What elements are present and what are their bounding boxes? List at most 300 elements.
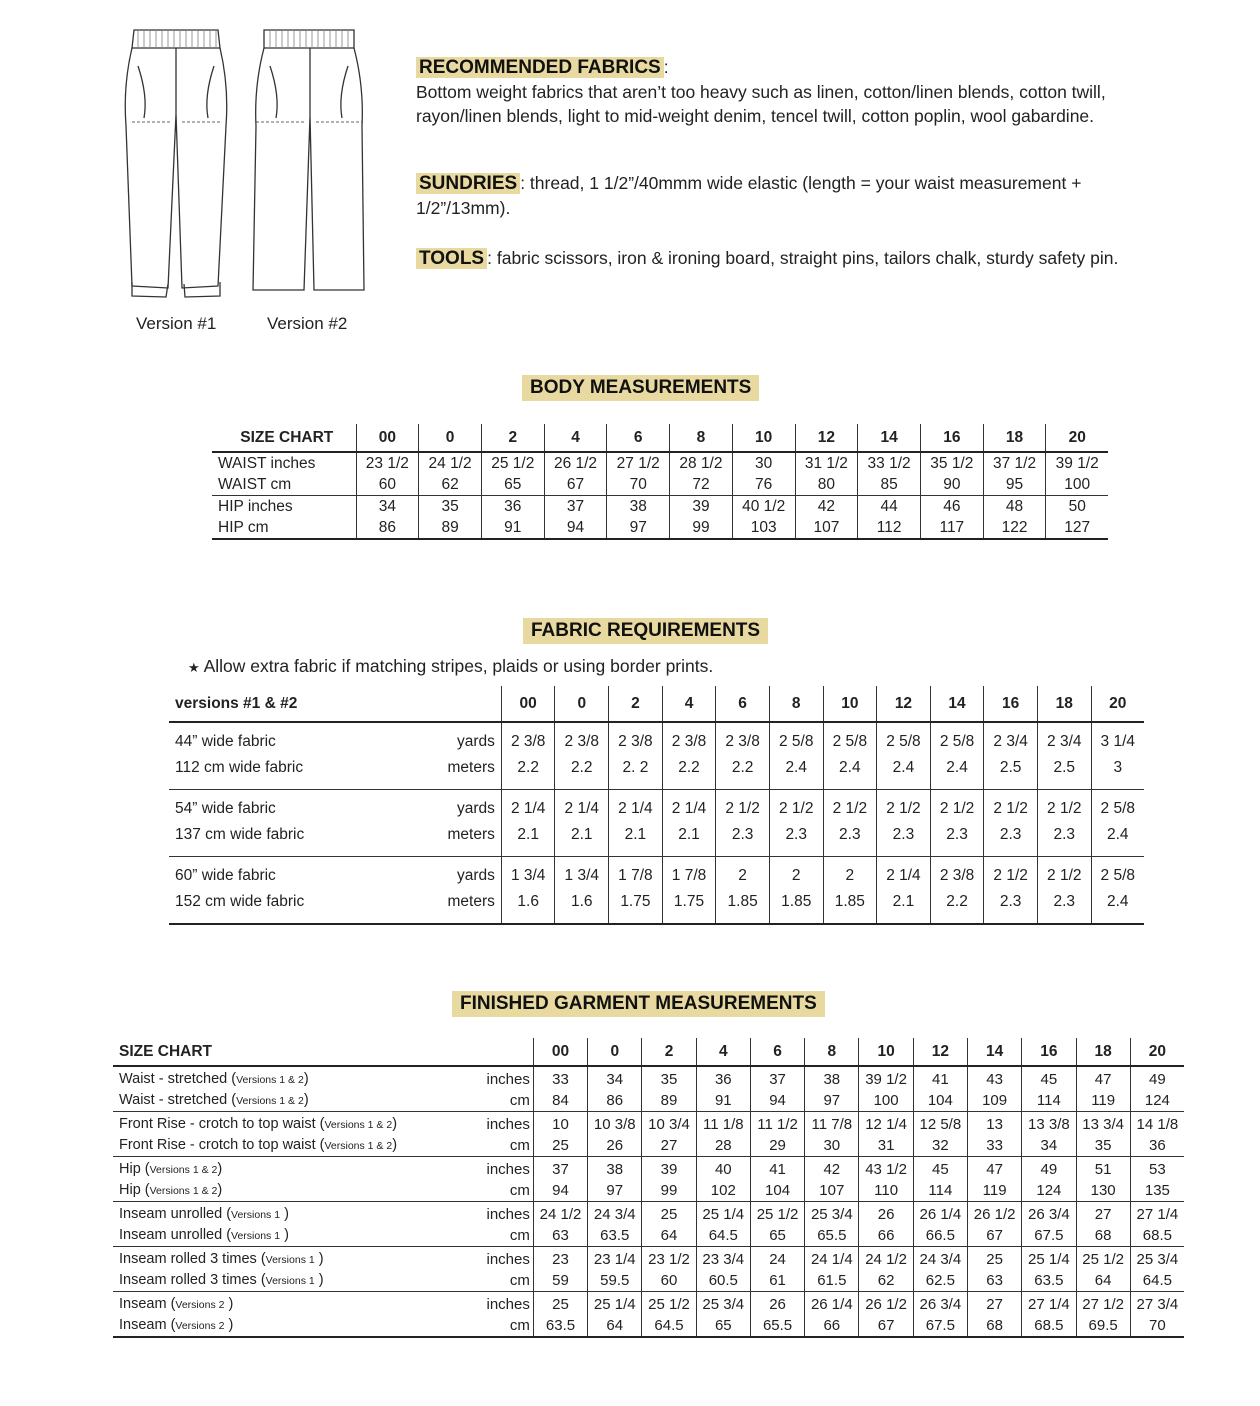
table-cell: 2 — [823, 857, 877, 890]
size-header: 00 — [501, 686, 555, 722]
table-cell: 64.5 — [642, 1315, 696, 1337]
table-cell: 63.5 — [533, 1315, 587, 1337]
table-cell: 48 — [983, 496, 1046, 518]
unit-label: yards — [407, 857, 502, 890]
table-cell: 2 1/2 — [769, 790, 823, 823]
table-cell: 114 — [913, 1180, 967, 1202]
table-cell: 1.6 — [555, 889, 609, 924]
size-header: 6 — [750, 1038, 804, 1066]
table-cell: 68.5 — [1130, 1225, 1184, 1247]
table-cell: 2 1/2 — [984, 790, 1038, 823]
version-note: Versions 1 — [231, 1230, 281, 1242]
table-cell: 64 — [642, 1225, 696, 1247]
table-cell: 2.1 — [877, 889, 931, 924]
table-cell: 35 1/2 — [920, 452, 983, 474]
paren-close: ) — [303, 1071, 309, 1087]
table-cell: 2.2 — [930, 889, 984, 924]
table-cell: 2 3/8 — [930, 857, 984, 890]
table-cell: 1.75 — [662, 889, 716, 924]
version-note: Versions 2 — [175, 1320, 225, 1332]
recommended-fabrics-heading: RECOMMENDED FABRICS — [416, 57, 664, 78]
table-cell: 62 — [859, 1270, 913, 1292]
row-label — [113, 1180, 474, 1202]
table-cell: 2.4 — [930, 755, 984, 790]
size-header: 20 — [1130, 1038, 1184, 1066]
table-cell: 64 — [1076, 1270, 1130, 1292]
size-header: 14 — [967, 1038, 1021, 1066]
table-cell: 2.3 — [1037, 822, 1091, 857]
table-cell: 40 1/2 — [732, 496, 795, 518]
size-header: 20 — [1046, 424, 1108, 452]
table-cell: 1.6 — [501, 889, 555, 924]
size-header: 2 — [609, 686, 663, 722]
table-row — [113, 1180, 1184, 1202]
table-cell: 2.3 — [769, 822, 823, 857]
table-row — [113, 1112, 1184, 1136]
table-cell: 11 1/2 — [750, 1112, 804, 1136]
table-cell: 2.2 — [662, 755, 716, 790]
unit-label: inches — [474, 1292, 534, 1316]
table-cell: 27 1/4 — [1130, 1202, 1184, 1226]
table-cell: 28 1/2 — [670, 452, 733, 474]
table-cell: 2 3/4 — [1037, 722, 1091, 755]
table-cell: 2 5/8 — [877, 722, 931, 755]
table-cell: 64.5 — [696, 1225, 750, 1247]
version-note: Versions 1 & 2 — [324, 1140, 393, 1152]
size-header: 18 — [983, 424, 1046, 452]
version-note: Versions 1 & 2 — [149, 1164, 218, 1176]
measurement-name: Waist - stretched ( — [119, 1092, 237, 1108]
table-cell: 2 5/8 — [930, 722, 984, 755]
table-cell: 12 5/8 — [913, 1112, 967, 1136]
table-cell: 25 3/4 — [1130, 1247, 1184, 1271]
table-cell: 67.5 — [913, 1315, 967, 1337]
table-cell: 66 — [805, 1315, 859, 1337]
table-row — [212, 496, 1108, 518]
table-cell: 26 1/2 — [967, 1202, 1021, 1226]
pants-illustration-version-2 — [250, 26, 368, 296]
version-note: Versions 1 — [231, 1209, 281, 1221]
table-cell: 25 3/4 — [805, 1202, 859, 1226]
fabric-note — [188, 656, 713, 677]
table-cell: 2 1/2 — [1037, 790, 1091, 823]
table-cell: 94 — [544, 517, 607, 539]
size-header: 14 — [930, 686, 984, 722]
table-cell: 38 — [607, 496, 670, 518]
paren-close: ) — [280, 1227, 289, 1243]
table-cell: 25 1/4 — [696, 1202, 750, 1226]
table-cell: 1.75 — [609, 889, 663, 924]
table-cell: 2.3 — [823, 822, 877, 857]
unit-label: meters — [407, 889, 502, 924]
table-cell: 2 1/4 — [662, 790, 716, 823]
table-cell: 27 3/4 — [1130, 1292, 1184, 1316]
table-cell: 39 1/2 — [859, 1066, 913, 1090]
table-cell: 107 — [795, 517, 858, 539]
paren-close: ) — [217, 1161, 223, 1177]
table-cell: 37 — [544, 496, 607, 518]
body-measurements-title: BODY MEASUREMENTS — [522, 375, 759, 401]
table-row — [169, 790, 1144, 823]
table-cell: 2.4 — [1091, 889, 1144, 924]
row-label — [113, 1225, 474, 1247]
table-cell: 2 3/8 — [555, 722, 609, 755]
measurement-name: Front Rise - crotch to top waist ( — [119, 1137, 325, 1153]
table-cell: 43 1/2 — [859, 1157, 913, 1181]
version-note: Versions 1 — [265, 1254, 315, 1266]
size-header: 2 — [481, 424, 544, 452]
tools-block: TOOLS : fabric scissors, iron & ironing board, straight pins, tailors chalk, sturdy safety pin. — [416, 246, 1118, 271]
table-cell: 34 — [1022, 1135, 1076, 1157]
paren-close: ) — [392, 1116, 398, 1132]
table-cell: 2 1/4 — [501, 790, 555, 823]
version-note: Versions 1 & 2 — [149, 1185, 218, 1197]
size-header: 16 — [984, 686, 1038, 722]
table-cell: 24 1/2 — [533, 1202, 587, 1226]
table-cell: 35 — [642, 1066, 696, 1090]
unit-label: cm — [509, 1136, 530, 1154]
table-cell: 119 — [967, 1180, 1021, 1202]
sundries-block: SUNDRIES : thread, 1 1/2”/40mmm wide elastic (length = your waist measurement + 1/2”/13mm). — [416, 173, 1082, 218]
size-header: 16 — [1022, 1038, 1076, 1066]
table-cell: 25 1/2 — [481, 452, 544, 474]
table-cell: 39 1/2 — [1046, 452, 1108, 474]
table-cell: 100 — [859, 1090, 913, 1112]
row-label — [113, 1157, 474, 1181]
version-note: Versions 1 & 2 — [236, 1095, 304, 1107]
table-cell: 60.5 — [696, 1270, 750, 1292]
table-cell: 65 — [481, 474, 544, 496]
table-cell: 68.5 — [1022, 1315, 1076, 1337]
table-row — [113, 1270, 1184, 1292]
table-cell: 36 — [1130, 1135, 1184, 1157]
measurement-name: Waist - stretched ( — [119, 1071, 237, 1087]
table-cell: 23 1/4 — [588, 1247, 642, 1271]
table-cell: 45 — [913, 1157, 967, 1181]
table-cell: 2 1/4 — [555, 790, 609, 823]
table-cell: 1.85 — [823, 889, 877, 924]
table-cell: 27 — [642, 1135, 696, 1157]
table-cell: 39 — [670, 496, 733, 518]
recommended-fabrics-text-1: Bottom weight fabrics that aren’t too heavy such as linen, cotton/linen blends, cotton twill, — [416, 82, 1106, 102]
size-header: 12 — [877, 686, 931, 722]
recommended-fabrics-text-2: rayon/linen blends, light to mid-weight denim, tencel twill, cotton poplin, wool gabardine. — [416, 106, 1095, 126]
table-cell: 67.5 — [1022, 1225, 1076, 1247]
table-cell: 25 3/4 — [696, 1292, 750, 1316]
table-row — [113, 1157, 1184, 1181]
row-label — [113, 1270, 474, 1292]
table-cell: 23 1/2 — [356, 452, 419, 474]
size-header: 8 — [670, 424, 733, 452]
table-cell: 34 — [588, 1066, 642, 1090]
table-row — [113, 1066, 1184, 1090]
table-cell: 61.5 — [805, 1270, 859, 1292]
table-cell: 100 — [1046, 474, 1108, 496]
table-cell: 2.1 — [501, 822, 555, 857]
fabric-note-text: Allow extra fabric if matching stripes, plaids or using border prints. — [203, 656, 714, 676]
table-cell: 25 — [967, 1247, 1021, 1271]
version-note: Versions 1 & 2 — [324, 1119, 393, 1131]
table-cell: 1.85 — [716, 889, 770, 924]
size-chart-heading: SIZE CHART — [113, 1038, 533, 1066]
size-header: 12 — [913, 1038, 967, 1066]
table-cell: 41 — [913, 1066, 967, 1090]
table-cell: 31 — [859, 1135, 913, 1157]
table-cell: 84 — [533, 1090, 587, 1112]
tools-heading: TOOLS — [416, 248, 487, 269]
table-cell: 97 — [805, 1090, 859, 1112]
version-2-label: Version #2 — [267, 314, 348, 333]
table-row — [113, 1292, 1184, 1316]
table-cell: 67 — [967, 1225, 1021, 1247]
table-cell: 3 1/4 — [1091, 722, 1144, 755]
table-cell: 130 — [1076, 1180, 1130, 1202]
table-cell: 2.2 — [501, 755, 555, 790]
table-cell: 51 — [1076, 1157, 1130, 1181]
measurement-name: Inseam rolled 3 times ( — [119, 1272, 266, 1288]
sundries-text-1: thread, 1 1/2”/40mmm wide elastic (length = your waist measurement + — [529, 173, 1082, 193]
finished-garment-title: FINISHED GARMENT MEASUREMENTS — [452, 991, 825, 1017]
table-cell: 2 5/8 — [823, 722, 877, 755]
table-cell: 94 — [533, 1180, 587, 1202]
paren-close: ) — [217, 1182, 223, 1198]
table-cell: 26 1/2 — [859, 1292, 913, 1316]
table-cell: 25 1/2 — [642, 1292, 696, 1316]
paren-close: ) — [392, 1137, 398, 1153]
table-cell: 80 — [795, 474, 858, 496]
table-cell: 39 — [642, 1157, 696, 1181]
table-cell: 27 1/4 — [1022, 1292, 1076, 1316]
table-cell: 2.4 — [877, 755, 931, 790]
table-cell: 69.5 — [1076, 1315, 1130, 1337]
size-header: 0 — [419, 424, 482, 452]
table-cell: 13 3/8 — [1022, 1112, 1076, 1136]
table-cell: 117 — [920, 517, 983, 539]
table-cell: 89 — [642, 1090, 696, 1112]
table-cell: 104 — [913, 1090, 967, 1112]
table-row — [212, 517, 1108, 539]
row-label — [113, 1292, 474, 1316]
unit-label: cm — [509, 1226, 530, 1244]
table-cell: 29 — [750, 1135, 804, 1157]
table-cell: 2.3 — [984, 889, 1038, 924]
table-cell: 2 1/2 — [823, 790, 877, 823]
table-cell: 65.5 — [805, 1225, 859, 1247]
unit-label: inches — [474, 1247, 534, 1271]
table-cell: 61 — [750, 1270, 804, 1292]
table-cell: 46 — [920, 496, 983, 518]
table-cell: 32 — [913, 1135, 967, 1157]
table-cell: 103 — [732, 517, 795, 539]
pants-illustration-version-1 — [118, 26, 236, 302]
table-cell: 2.1 — [662, 822, 716, 857]
table-cell: 12 1/4 — [859, 1112, 913, 1136]
table-cell: 25 — [642, 1202, 696, 1226]
table-cell: 65 — [750, 1225, 804, 1247]
table-cell: 10 — [533, 1112, 587, 1136]
version-note: Versions 2 — [175, 1299, 225, 1311]
table-cell: 2 1/4 — [877, 857, 931, 890]
table-cell: 60 — [356, 474, 419, 496]
table-row — [212, 452, 1108, 474]
table-row — [169, 755, 1144, 790]
fabric-width-label: 44” wide fabric — [175, 733, 276, 750]
table-cell: 26 — [750, 1292, 804, 1316]
table-cell: 97 — [607, 517, 670, 539]
table-cell: 2.1 — [609, 822, 663, 857]
table-cell: 14 1/8 — [1130, 1112, 1184, 1136]
unit-label: cm — [509, 1091, 530, 1109]
table-cell: 45 — [1022, 1066, 1076, 1090]
table-cell: 24 1/4 — [805, 1247, 859, 1271]
size-header: 4 — [662, 686, 716, 722]
table-cell: 66 — [859, 1225, 913, 1247]
table-cell: 42 — [805, 1157, 859, 1181]
table-cell: 50 — [1046, 496, 1108, 518]
table-cell: 124 — [1130, 1090, 1184, 1112]
table-cell: 2 1/2 — [716, 790, 770, 823]
table-cell: 37 — [750, 1066, 804, 1090]
table-cell: 30 — [805, 1135, 859, 1157]
star-icon: ★ — [188, 660, 200, 675]
table-cell: 2 3/8 — [662, 722, 716, 755]
tools-text: fabric scissors, iron & ironing board, straight pins, tailors chalk, sturdy safety pin. — [496, 248, 1119, 268]
paren-close: ) — [224, 1317, 234, 1333]
table-cell: 24 3/4 — [588, 1202, 642, 1226]
table-cell: 2.3 — [716, 822, 770, 857]
table-cell: 27 1/2 — [1076, 1292, 1130, 1316]
table-cell: 37 1/2 — [983, 452, 1046, 474]
table-cell: 86 — [356, 517, 419, 539]
table-cell: 91 — [696, 1090, 750, 1112]
table-cell: 2 1/2 — [877, 790, 931, 823]
fabric-width-label: 60” wide fabric — [169, 857, 407, 890]
table-cell: 3 — [1091, 755, 1144, 790]
table-cell: 26 1/4 — [913, 1202, 967, 1226]
table-cell: 62 — [419, 474, 482, 496]
size-header: 8 — [769, 686, 823, 722]
table-cell: 2.2 — [716, 755, 770, 790]
table-cell: 47 — [1076, 1066, 1130, 1090]
size-header: 10 — [859, 1038, 913, 1066]
table-cell: 70 — [607, 474, 670, 496]
table-cell: 63.5 — [1022, 1270, 1076, 1292]
table-cell: 44 — [858, 496, 921, 518]
table-cell: 99 — [670, 517, 733, 539]
unit-label: meters — [447, 826, 495, 843]
table-cell: 76 — [732, 474, 795, 496]
table-cell: 25 1/4 — [588, 1292, 642, 1316]
row-label — [113, 1112, 474, 1136]
sundries-text-2: 1/2”/13mm). — [416, 198, 511, 218]
table-row — [169, 722, 1144, 755]
fabric-width-label: 152 cm wide fabric — [169, 889, 407, 924]
table-cell: 65.5 — [750, 1315, 804, 1337]
version-note: Versions 1 — [265, 1275, 315, 1287]
measurement-name: Front Rise - crotch to top waist ( — [119, 1116, 325, 1132]
table-cell: 1 7/8 — [662, 857, 716, 890]
table-row — [169, 822, 1144, 857]
table-cell: 26 1/2 — [544, 452, 607, 474]
table-cell: 59 — [533, 1270, 587, 1292]
table-cell: 24 1/2 — [859, 1247, 913, 1271]
table-cell: 1 3/4 — [501, 857, 555, 890]
table-cell: 107 — [805, 1180, 859, 1202]
table-cell: 2 — [716, 857, 770, 890]
table-cell: 2 3/8 — [609, 722, 663, 755]
table-cell: 47 — [967, 1157, 1021, 1181]
table-cell: 2.1 — [555, 822, 609, 857]
table-cell: 63 — [533, 1225, 587, 1247]
fabric-requirements-table — [169, 686, 1144, 925]
table-cell: 33 1/2 — [858, 452, 921, 474]
table-cell: 26 1/4 — [805, 1292, 859, 1316]
unit-label: yards — [456, 733, 495, 750]
measurement-name: Hip ( — [119, 1182, 150, 1198]
fabric-requirements-title: FABRIC REQUIREMENTS — [523, 618, 768, 644]
measurement-name: Inseam unrolled ( — [119, 1227, 232, 1243]
table-cell: 25 1/2 — [750, 1202, 804, 1226]
table-cell: 85 — [858, 474, 921, 496]
table-cell: 86 — [588, 1090, 642, 1112]
table-cell: 28 — [696, 1135, 750, 1157]
table-cell: 112 — [858, 517, 921, 539]
measurement-name: Hip ( — [119, 1161, 150, 1177]
table-cell: 27 1/2 — [607, 452, 670, 474]
row-label — [113, 1315, 474, 1337]
table-cell: 31 1/2 — [795, 452, 858, 474]
table-cell: 34 — [356, 496, 419, 518]
table-cell: 42 — [795, 496, 858, 518]
table-cell: 2.5 — [984, 755, 1038, 790]
table-cell: 59.5 — [588, 1270, 642, 1292]
table-cell: 94 — [750, 1090, 804, 1112]
table-cell: 64.5 — [1130, 1270, 1184, 1292]
unit-label: yards — [407, 790, 502, 823]
table-cell: 2 1/2 — [930, 790, 984, 823]
recommended-fabrics-block: RECOMMENDED FABRICS : Bottom weight fabrics that aren’t too heavy such as linen, cotton/linen blends, cotton twill, rayon/linen blends, light to mid-weight denim, tencel twill, cotton poplin, wool gabardine. — [416, 57, 1106, 126]
table-cell: 23 1/2 — [642, 1247, 696, 1271]
table-cell: 2 5/8 — [769, 722, 823, 755]
table-row — [169, 857, 1144, 890]
table-cell: 109 — [967, 1090, 1021, 1112]
table-cell: 135 — [1130, 1180, 1184, 1202]
table-cell: 2.3 — [984, 822, 1038, 857]
garment-header-row — [113, 1038, 1184, 1066]
table-cell: 2 5/8 — [1091, 857, 1144, 890]
table-cell: 91 — [481, 517, 544, 539]
table-cell: 66.5 — [913, 1225, 967, 1247]
size-header: 00 — [356, 424, 419, 452]
size-header: 10 — [732, 424, 795, 452]
paren-close: ) — [224, 1296, 234, 1312]
size-header: 4 — [544, 424, 607, 452]
table-cell: 36 — [696, 1066, 750, 1090]
version-note: Versions 1 & 2 — [236, 1074, 304, 1086]
size-header: 18 — [1037, 686, 1091, 722]
table-cell: 37 — [533, 1157, 587, 1181]
table-cell: 119 — [1076, 1090, 1130, 1112]
table-cell: 25 1/4 — [1022, 1247, 1076, 1271]
table-cell: 102 — [696, 1180, 750, 1202]
fabric-width-label: 137 cm wide fabric — [175, 826, 305, 843]
size-header: 00 — [533, 1038, 587, 1066]
table-cell: 24 3/4 — [913, 1247, 967, 1271]
table-row — [113, 1225, 1184, 1247]
table-cell: 95 — [983, 474, 1046, 496]
row-label: HIP inches — [212, 496, 356, 518]
table-row — [113, 1090, 1184, 1112]
